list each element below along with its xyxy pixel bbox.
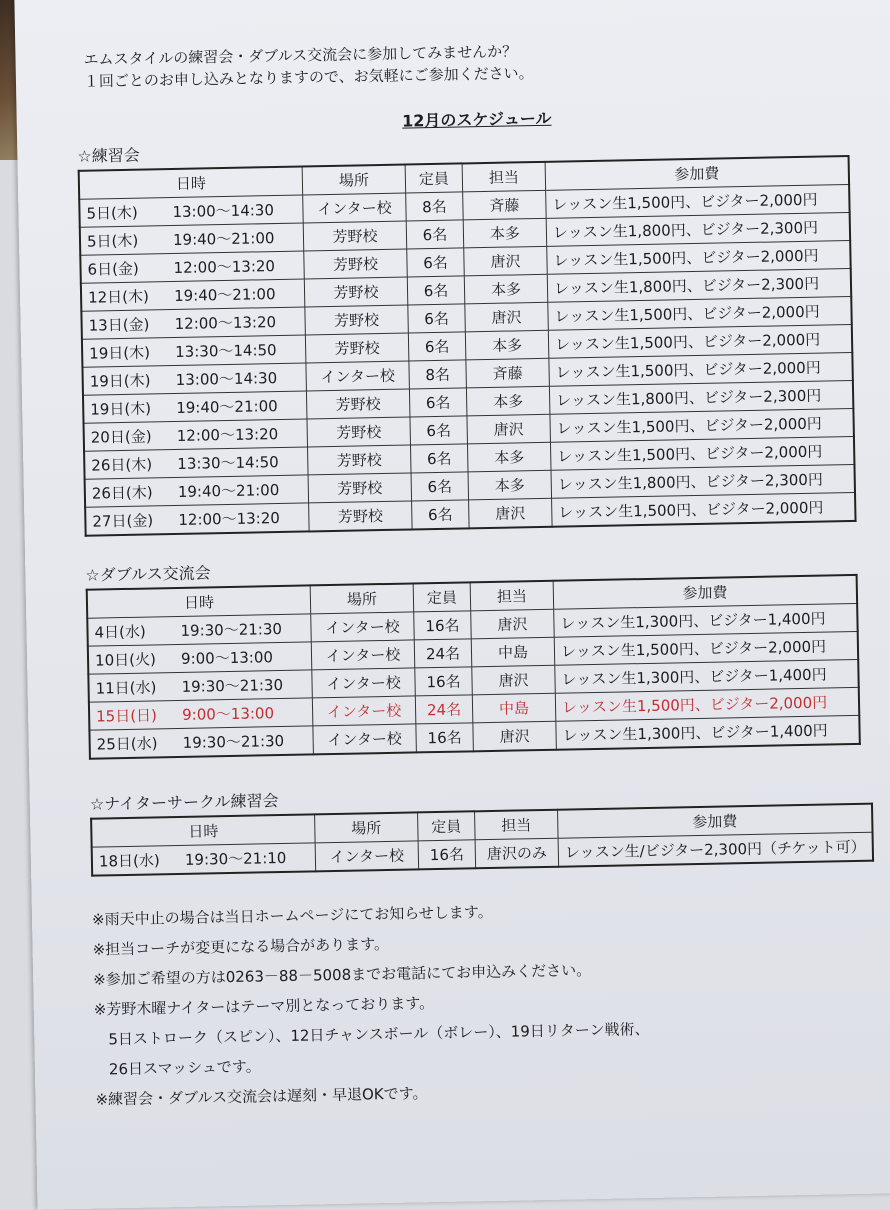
cell-fee: レッスン生1,800円、ビジター2,300円 [551, 464, 855, 498]
cell-time: 9:00～13:00 [181, 704, 275, 724]
cell-capacity: 6名 [407, 276, 465, 305]
cell-date: 26日(木) [91, 483, 153, 503]
cell-place: 芳野校 [309, 501, 413, 531]
notes [92, 889, 890, 1114]
cell-datetime [82, 363, 306, 395]
cell-place: 芳野校 [306, 389, 410, 419]
cell-fee: レッスン生1,800円、ビジター2,300円 [546, 213, 850, 247]
header-capacity: 定員 [413, 582, 471, 612]
cell-place: インター校 [311, 612, 415, 642]
header-capacity: 定員 [418, 811, 476, 841]
cell-datetime [88, 670, 312, 702]
cell-coach: 本多 [463, 218, 547, 248]
cell-datetime [81, 307, 305, 339]
schedule-title: 12月のスケジュール [401, 108, 552, 131]
cell-capacity: 6名 [412, 500, 470, 530]
cell-datetime [83, 391, 307, 423]
cell-time: 19:30～21:30 [182, 731, 285, 752]
cell-place: 芳野校 [307, 417, 411, 447]
cell-time: 19:30～21:10 [184, 848, 287, 869]
cell-capacity: 6名 [408, 332, 466, 361]
cell-coach: 本多 [468, 470, 552, 500]
header-place: 場所 [315, 812, 419, 842]
cell-date: 26日(木) [91, 455, 153, 475]
cell-place: 芳野校 [308, 473, 412, 503]
cell-datetime [82, 335, 306, 367]
cell-date: 5日(木) [86, 203, 138, 223]
cell-capacity: 6名 [411, 472, 469, 501]
cell-datetime [81, 279, 305, 311]
cell-place: 芳野校 [304, 249, 408, 279]
cell-time: 13:30～14:50 [174, 341, 277, 361]
header-fee: 参加費 [558, 804, 873, 839]
cell-time: 13:00～14:30 [175, 369, 278, 389]
cell-datetime [87, 614, 311, 646]
cell-capacity: 16名 [414, 611, 472, 640]
cell-coach: 唐沢 [469, 498, 553, 528]
document-content [75, 33, 890, 1114]
cell-time: 12:00～13:20 [176, 425, 279, 445]
cell-datetime [84, 419, 308, 451]
cell-time: 12:00～13:20 [178, 508, 281, 529]
cell-date: 19日(木) [90, 399, 152, 419]
cell-fee: レッスン生1,500円、ビジター2,000円 [548, 296, 852, 330]
note-line: 26日スマッシュです。 [108, 1057, 261, 1079]
cell-coach: 唐沢のみ [475, 838, 559, 868]
header-datetime: 日時 [91, 814, 315, 847]
cell-datetime [80, 223, 304, 255]
cell-datetime [89, 726, 313, 759]
intro-text [83, 33, 876, 92]
cell-fee: レッスン生1,500円、ビジター2,000円 [555, 687, 859, 721]
paper-sheet [14, 0, 890, 1210]
cell-place: 芳野校 [304, 277, 408, 307]
cell-capacity: 6名 [407, 248, 465, 277]
cell-capacity: 8名 [409, 360, 467, 389]
header-place: 場所 [310, 583, 414, 613]
cell-fee: レッスン生1,800円、ビジター2,300円 [549, 380, 853, 414]
cell-fee: レッスン生1,300円、ビジター1,400円 [554, 603, 858, 637]
cell-coach: 本多 [466, 386, 550, 416]
cell-coach: 本多 [467, 442, 551, 472]
cell-coach: 唐沢 [467, 414, 551, 444]
cell-datetime [89, 698, 313, 730]
cell-capacity: 6名 [408, 304, 466, 333]
cell-fee: レッスン生1,500円、ビジター2,000円 [546, 185, 850, 219]
header-coach: 担当 [462, 162, 546, 192]
header-fee: 参加費 [545, 156, 849, 190]
cell-date: 20日(金) [90, 427, 152, 447]
cell-place: 芳野校 [308, 445, 412, 475]
cell-date: 15日(日) [95, 706, 158, 726]
note-line: ※参加ご希望の方は0263－88－5008までお電話にてお申込みください。 [93, 961, 592, 989]
cell-coach: 唐沢 [473, 721, 557, 751]
cell-coach: 中島 [472, 693, 556, 723]
doubles-table [86, 574, 861, 760]
cell-fee: レッスン生1,500円、ビジター2,000円 [547, 240, 851, 274]
cell-time: 19:30～21:30 [180, 619, 283, 640]
cell-datetime [85, 503, 309, 536]
cell-place: インター校 [313, 724, 417, 754]
cell-fee: レッスン生1,300円、ビジター1,400円 [555, 659, 859, 693]
cell-place: 芳野校 [305, 305, 409, 335]
note-line: 5日ストローク（スピン）、12日チャンスボール（ボレー）、19日リターン戦術、 [108, 1019, 650, 1049]
nighter-table [90, 803, 874, 877]
cell-coach: 唐沢 [471, 609, 555, 639]
cell-date: 27日(金) [92, 511, 154, 531]
cell-coach: 唐沢 [472, 665, 556, 695]
cell-place: インター校 [315, 841, 419, 871]
cell-place: インター校 [303, 193, 407, 223]
cell-coach: 斉藤 [466, 358, 550, 388]
cell-capacity: 6名 [406, 220, 464, 249]
cell-date: 19日(木) [89, 371, 151, 391]
note-line: ※雨天中止の場合は当日ホームページにてお知らせします。 [91, 902, 493, 929]
header-capacity: 定員 [405, 163, 463, 193]
cell-time: 19:40～21:00 [172, 229, 275, 249]
cell-place: インター校 [312, 668, 416, 698]
doubles-section-title: ☆ダブルス交流会 [85, 563, 211, 585]
cell-time: 19:40～21:00 [177, 481, 280, 501]
cell-place: 芳野校 [305, 333, 409, 363]
header-datetime: 日時 [79, 167, 303, 200]
doubles-table-body [87, 603, 860, 758]
cell-time: 12:00～13:20 [174, 313, 277, 333]
practice-section-title: ☆練習会 [77, 145, 140, 166]
cell-date: 4日(水) [94, 622, 146, 642]
cell-date: 6日(金) [87, 259, 139, 279]
cell-datetime [92, 843, 316, 876]
header-place: 場所 [302, 165, 406, 195]
header-coach: 担当 [470, 581, 554, 611]
cell-capacity: 8名 [406, 192, 464, 221]
cell-date: 13日(金) [88, 315, 150, 335]
intro-line: １回ごとのお申し込みとなりますので、お気軽にご参加ください。 [83, 64, 534, 91]
cell-fee: レッスン生1,500円、ビジター2,000円 [550, 408, 854, 442]
note-line: ※担当コーチが変更になる場合があります。 [92, 934, 390, 959]
cell-capacity: 16名 [416, 723, 474, 753]
cell-coach: 本多 [464, 274, 548, 304]
practice-table [78, 155, 857, 537]
cell-fee: レッスン生1,500円、ビジター2,000円 [549, 352, 853, 386]
note-line: ※芳野木曜ナイターはテーマ別となっております。 [93, 994, 435, 1019]
cell-fee: レッスン生1,500円、ビジター2,000円 [552, 492, 856, 526]
note-line: ※練習会・ダブルス交流会は遅刻・早退OKです。 [95, 1084, 428, 1109]
cell-place: インター校 [311, 640, 415, 670]
cell-date: 19日(木) [89, 343, 151, 363]
cell-datetime [84, 447, 308, 479]
cell-datetime [85, 475, 309, 507]
cell-time: 9:00～13:00 [180, 648, 274, 668]
header-datetime: 日時 [87, 585, 311, 618]
cell-fee: レッスン生1,800円、ビジター2,300円 [547, 268, 851, 302]
cell-datetime [80, 251, 304, 283]
cell-date: 5日(木) [86, 231, 139, 251]
cell-capacity: 6名 [410, 416, 468, 445]
intro-line: エムスタイルの練習会・ダブルス交流会に参加してみませんか？ [83, 42, 518, 69]
cell-time: 19:40～21:00 [176, 397, 278, 417]
cell-date: 10日(火) [94, 650, 157, 670]
cell-fee: レッスン生1,500円、ビジター2,000円 [548, 324, 852, 358]
cell-capacity: 24名 [414, 639, 472, 668]
cell-fee: レッスン生1,500円、ビジター2,000円 [550, 436, 854, 470]
cell-fee: レッスン生1,500円、ビジター2,000円 [554, 631, 858, 665]
cell-capacity: 6名 [409, 388, 467, 417]
cell-datetime [79, 195, 303, 227]
cell-capacity: 6名 [410, 444, 468, 473]
cell-time: 13:30～14:50 [177, 453, 279, 473]
header-coach: 担当 [475, 810, 559, 840]
header-fee: 参加費 [553, 575, 857, 609]
cell-coach: 中島 [471, 637, 555, 667]
cell-fee: レッスン生1,300円、ビジター1,400円 [556, 715, 860, 749]
cell-place: インター校 [306, 361, 410, 391]
cell-time: 19:40～21:00 [173, 285, 276, 305]
cell-date: 25日(水) [96, 734, 158, 754]
cell-fee: レッスン生/ビジター2,300円（チケット可） [558, 832, 873, 867]
cell-capacity: 16名 [418, 840, 476, 870]
cell-coach: 斉藤 [463, 190, 547, 220]
cell-capacity: 16名 [415, 667, 473, 696]
cell-capacity: 24名 [415, 695, 473, 724]
cell-time: 19:30～21:30 [181, 675, 284, 696]
cell-time: 13:00～14:30 [172, 201, 275, 221]
cell-datetime [88, 642, 312, 674]
cell-place: 芳野校 [303, 221, 407, 251]
cell-coach: 唐沢 [465, 302, 549, 332]
cell-coach: 唐沢 [464, 246, 548, 276]
cell-date: 18日(水) [98, 851, 160, 871]
cell-time: 12:00～13:20 [173, 257, 276, 277]
cell-date: 12日(木) [87, 287, 150, 307]
nighter-section-title: ☆ナイターサークル練習会 [89, 791, 279, 814]
practice-table-body [79, 185, 855, 536]
cell-date: 11日(水) [95, 678, 157, 698]
cell-coach: 本多 [465, 330, 549, 360]
cell-place: インター校 [312, 696, 416, 726]
